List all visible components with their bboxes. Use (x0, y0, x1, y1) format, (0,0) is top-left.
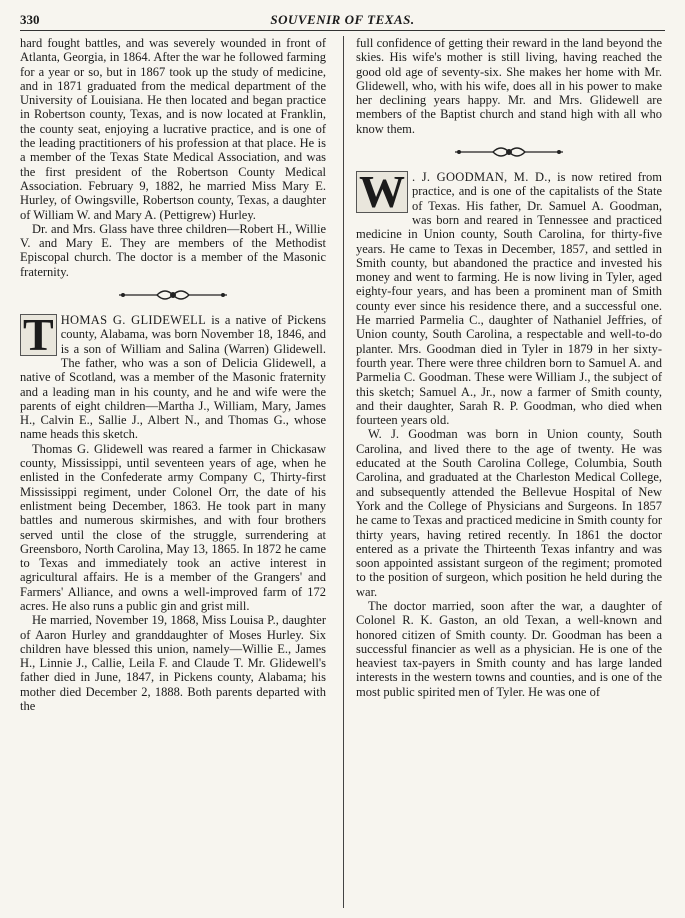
paragraph-text: is a native of Pickens county, Alabama, was born November 18, 1846, and is a son of William and Salina (Warren) Glidewell. The father, who was a son of Delicia Glidewell, a native of Scotland, was a member of the Masonic fraternity and a leading man in his county, and he and wife were the parents of eight children—Martha J., William, Mary, James H., Calvin E., Sallie J., Albert N., and Thomas G., whose name heads this sketch. (20, 313, 326, 442)
right-column (356, 36, 662, 699)
running-title: SOUVENIR OF TEXAS. (270, 12, 415, 27)
paragraph: He married, November 19, 1868, Miss Louisa P., daughter of Aaron Hurley and granddaughter of Moses Hurley. Six children have blessed this union, namely—Willie E., James H., Linnie J., Callie, Leila F. and Claude T. Mr. Glidewell's father died in June, 1847, in Pickens county, Alabama; his mother died December 2, 1888. Both parents departed with the (20, 613, 326, 714)
page-number: 330 (20, 12, 40, 27)
drop-cap-letter: W (356, 171, 408, 213)
paragraph: W. J. Goodman was born in Union county, South Carolina, and lived there to the age of twenty. He was educated at the South Carolina College, Columbia, South Carolina, and graduated at the Charleston Medical College, and subsequently attended the Bellevue Hospital of New York and the College of Physicians and Surgeons. In 1857 he came to Texas and practiced medicine in Smith county for thirty years, having retired recently. In 1861 the doctor entered as a private the Thirteenth Texas infantry and was soon appointed assistant surgeon of the regiment; promoted to the position of surgeon, which position he held during the war. (356, 427, 662, 599)
paragraph: The doctor married, soon after the war, a daughter of Colonel R. K. Gaston, an old Texan, a well-known and honored citizen of Smith county. Dr. Goodman has been a successful financier as well as a physician. He is one of the heaviest tax-payers in Smith county and has large landed interests in the western towns and counties, and is one of the most public spirited men of Tyler. He was one of (356, 598, 662, 699)
biography-name-lead: . J. GOODMAN, M. D., (412, 170, 552, 185)
section-divider-ornament (20, 287, 326, 305)
paragraph: Thomas G. Glidewell was reared a farmer in Chickasaw county, Mississippi, until seventeen years of age, when he enlisted in the Confederate army Company C, Thirty-first Mississippi regiment, under Colonel Orr, the date of his enlistment being December, 1863. He took part in many battles and numerous skirmishes, and with four brothers served until the close of the struggle, surrendering at Greensboro, North Carolina, May 13, 1865. In 1872 he came to Texas and immediately took an active interest in agricultural affairs. He is a member of the Grangers' and Farmers' Alliance, and owns a well-improved farm of 172 acres. He also runs a public gin and grist mill. (20, 441, 326, 613)
drop-cap-letter: T (20, 314, 57, 356)
biography-goodman-intro (356, 166, 662, 428)
paragraph: full confidence of getting their reward in the land beyond the skies. His wife's mother is still living, having reached the good old age of seventy-six. She makes her home with Mr. Glidewell, who, with his wife, does all in his power to make her declining years happy. Mr. and Mrs. Glidewell are members of the Baptist church and stand high with all who know them. (356, 36, 662, 136)
paragraph: hard fought battles, and was severely wounded in front of Atlanta, Georgia, in 1864. After the war he followed farming for a year or so, but in 1867 took up the study of medicine, and in 1871 graduated from the medical department of the University of Louisiana. He then located and began practice in Robertson county, Texas, and is now located at Franklin, the county seat, enjoying a lucrative practice, and is one of the leading practitioners of his profession at that place. He is a member of the Texas State Medical Association, and was the first president of the Robertson County Medical Association. February 9, 1882, he married Miss Mary E. Hurley, of Owingsville, Robertson county, Texas, a daughter of William W. and Mary A. (Pettigrew) Hurley. (20, 36, 326, 222)
biography-glidewell-intro (20, 309, 326, 442)
paragraph: Dr. and Mrs. Glass have three children—Robert H., Willie V. and Mary E. They are members of the Methodist Episcopal church. The doctor is a member of the Masonic fraternity. (20, 221, 326, 279)
page-header (20, 10, 665, 30)
column-divider (343, 36, 344, 908)
left-column (20, 36, 326, 713)
biography-name-lead: HOMAS G. GLIDEWELL (60, 313, 207, 328)
header-rule (20, 30, 665, 31)
section-divider-ornament (356, 144, 662, 162)
paragraph-text: is now retired from practice, and is one of the capitalists of the State of Texas. His father, Dr. Samuel A. Goodman, was born and reared in Tennessee and practiced medicine in Union county, South Carolina, for thirty-five years. He came to Texas in December, 1857, and settled in Smith county, but abandoned the practice and invested his money and went to farming. He is now living in Tyler, aged eighty-four years, and has been a prominent man of Smith county ever since his residence there, and a successful one. He married Parmelia C., daughter of Nathaniel Jeffries, of Union county, South Carolina, a respectable and well-to-do planter. Mrs. Goodman died in Tyler in 1879 in her sixty-fourth year. There were three children born to Samuel A. and Parmelia C. Goodman. These were William J., the subject of this sketch; Samuel A., Jr., now a farmer of Smith county, and their daughter, Sarah R. P. Goodman, who died when fourteen years old. (356, 170, 662, 428)
